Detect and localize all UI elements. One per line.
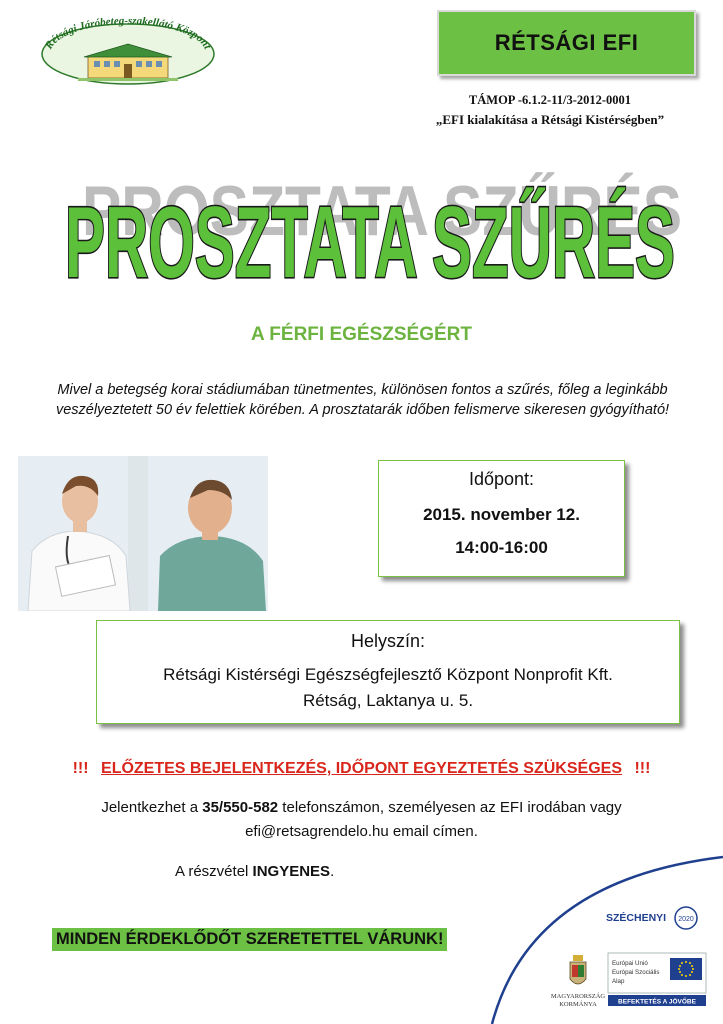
logo-text: Rétsági Járóbeteg-szakellátó Központ bbox=[42, 14, 214, 52]
warning-text: ELŐZETES BEJELENTKEZÉS, IDŐPONT EGYEZTETÉS SZÜKSÉGES bbox=[101, 760, 622, 777]
appointment-time: 14:00-16:00 bbox=[455, 538, 548, 557]
contact-after: telefonszámon, személyesen az EFI irodában vagy bbox=[278, 799, 622, 816]
eu-line1: Európai Unió bbox=[612, 960, 648, 967]
eu-line2: Európai Szociális bbox=[612, 969, 660, 976]
eu-line3: Alap bbox=[612, 978, 625, 985]
participation-highlight: INGYENES bbox=[252, 863, 331, 880]
warning-suffix: !!! bbox=[634, 760, 651, 777]
participation-note bbox=[175, 863, 334, 880]
location-box bbox=[96, 620, 680, 724]
location-label: Helyszín: bbox=[350, 631, 426, 651]
header-badge: RÉTSÁGI EFI bbox=[437, 10, 696, 76]
main-title bbox=[40, 160, 700, 310]
title-text: PROSZTATA SZŰRÉS bbox=[65, 186, 676, 299]
participation-before: A részvétel bbox=[175, 863, 253, 880]
location-name: Rétsági Kistérségi Egészségfejlesztő Központ Nonprofit Kft. bbox=[163, 665, 613, 684]
eu-slogan: BEFEKTETÉS A JÖVŐBE bbox=[618, 998, 696, 1006]
closing-banner: MINDEN ÉRDEKLŐDŐT SZERETETTEL VÁRUNK! bbox=[52, 928, 447, 951]
program-code: TÁMOP -6.1.2-11/3-2012-0001 bbox=[468, 93, 632, 107]
eu-flag-icon bbox=[670, 958, 702, 980]
registration-warning bbox=[0, 760, 723, 778]
gov-line1: MAGYARORSZÁG bbox=[550, 993, 606, 1000]
contact-info bbox=[20, 796, 703, 844]
contact-before: Jelentkezhet a bbox=[101, 799, 203, 816]
doctor-patient-photo bbox=[18, 456, 268, 611]
clinic-logo bbox=[38, 14, 218, 86]
contact-phone: 35/550-582 bbox=[202, 799, 279, 816]
warning-prefix: !!! bbox=[72, 760, 89, 777]
location-address: Rétság, Laktanya u. 5. bbox=[302, 691, 474, 710]
szechenyi-year: 2020 bbox=[678, 916, 694, 923]
szechenyi-2020-block bbox=[490, 855, 723, 1024]
intro-paragraph: Mivel a betegség korai stádiumában tünetmentes, különösen fontos a szűrés, főleg a leginkább veszélyeztetett 50 év felettiek körében. A prosztatarák időben felismerve sikeresen gyógyítható! bbox=[55, 382, 670, 418]
participation-after: . bbox=[330, 863, 335, 880]
szechenyi-brand: SZÉCHENYI bbox=[606, 912, 667, 924]
gov-line2: KORMÁNYA bbox=[559, 1001, 597, 1008]
appointment-date: 2015. november 12. bbox=[423, 505, 580, 524]
title-shadow: PROSZTATA SZŰRÉS bbox=[81, 171, 682, 250]
subtitle: A FÉRFI EGÉSZSÉGÉRT bbox=[251, 324, 472, 345]
program-title: „EFI kialakítása a Rétsági Kistérségben” bbox=[435, 112, 665, 127]
contact-email-line: efi@retsagrendelo.hu email címen. bbox=[245, 823, 478, 840]
appointment-label: Időpont: bbox=[468, 469, 535, 489]
appointment-box bbox=[378, 460, 625, 577]
